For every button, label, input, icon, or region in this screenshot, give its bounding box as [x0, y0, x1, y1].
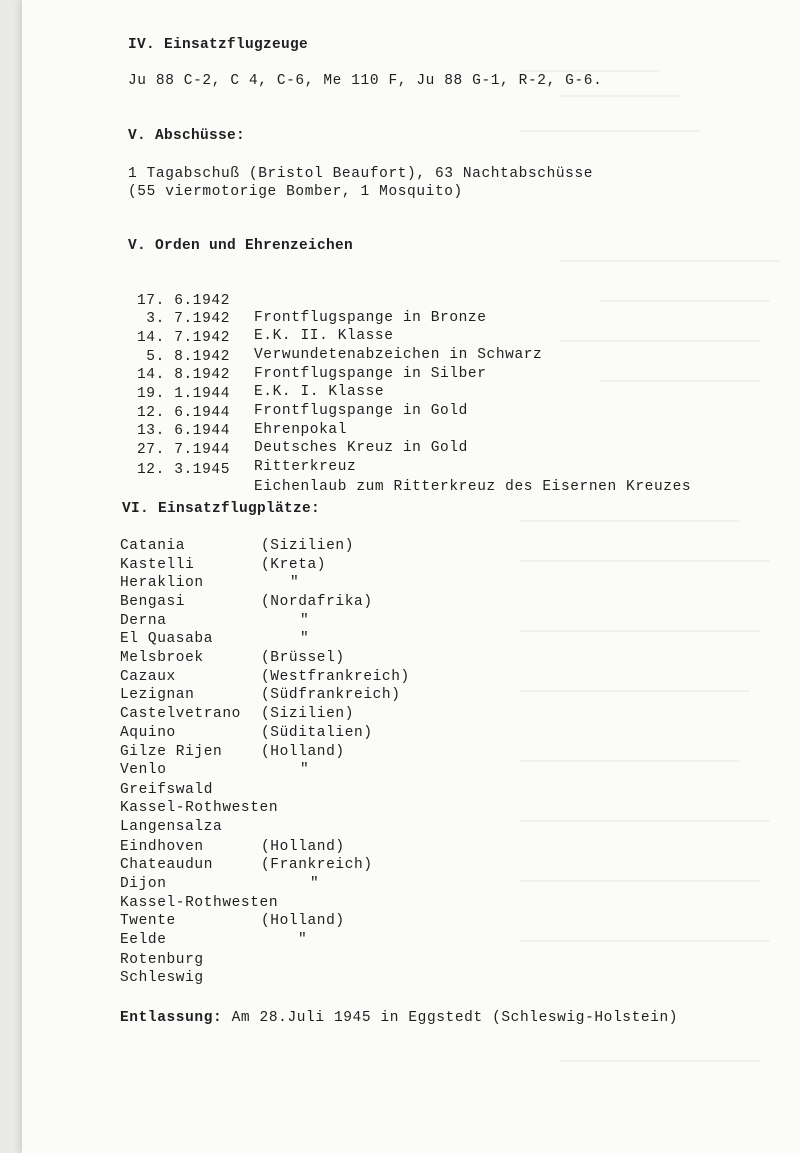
airfield-region: (Holland) — [261, 839, 345, 855]
airfield-name: Bengasi — [120, 594, 186, 610]
decoration-name: E.K. II. Klasse — [254, 328, 394, 344]
victories-line-1: 1 Tagabschuß (Bristol Beaufort), 63 Nachtabschüsse — [128, 166, 594, 182]
decoration-row — [0, 445, 800, 513]
decoration-date: 13. 6.1944 — [136, 423, 230, 439]
airfield-name: Langensalza — [120, 819, 223, 835]
airfield-region: (Sizilien) — [261, 706, 355, 722]
decoration-name: Ehrenpokal — [254, 422, 348, 438]
airfield-region: (Brüssel) — [261, 650, 345, 666]
airfield-name: Twente — [120, 913, 176, 929]
airfield-name: Greifswald — [120, 782, 214, 798]
airfield-name: El Quasaba — [120, 631, 214, 647]
airfield-name: Venlo — [120, 762, 167, 778]
airfield-region: (Westfrankreich) — [261, 669, 410, 685]
airfield-name: Derna — [120, 613, 167, 629]
decoration-date: 27. 7.1944 — [136, 442, 230, 458]
airfield-name: Aquino — [120, 725, 176, 741]
section-vi-heading: VI. Einsatzflugplätze: — [122, 501, 321, 517]
decoration-date: 12. 3.1945 — [136, 462, 230, 478]
airfield-name: Eelde — [120, 932, 167, 948]
airfield-name: Kassel-Rothwesten — [120, 800, 279, 816]
airfield-region: (Holland) — [261, 744, 345, 760]
airfield-region: (Frankreich) — [261, 857, 373, 873]
airfield-name: Schleswig — [120, 970, 204, 986]
decoration-name: Ritterkreuz — [254, 459, 357, 475]
airfield-name: Kassel-Rothwesten — [120, 895, 279, 911]
decoration-date: 14. 8.1942 — [136, 367, 230, 383]
airfield-name: Rotenburg — [120, 952, 204, 968]
aircraft-list: Ju 88 C-2, C 4, C-6, Me 110 F, Ju 88 G-1, R-2, G-6. — [128, 73, 603, 89]
decoration-name: E.K. I. Klasse — [254, 384, 385, 400]
airfield-region: (Holland) — [261, 913, 345, 929]
airfield-region: " — [310, 876, 320, 892]
airfield-region: (Sizilien) — [261, 538, 355, 554]
airfield-region: (Süditalien) — [261, 725, 373, 741]
decoration-name: Eichenlaub zum Ritterkreuz des Eisernen Kreuzes — [254, 479, 692, 495]
victories-line-2: (55 viermotorige Bomber, 1 Mosquito) — [128, 184, 463, 200]
airfield-region: " — [300, 631, 310, 647]
airfield-name: Eindhoven — [120, 839, 204, 855]
airfield-name: Catania — [120, 538, 186, 554]
section-v-orden-heading: V. Orden und Ehrenzeichen — [128, 238, 354, 254]
decoration-name: Frontflugspange in Bronze — [254, 310, 487, 326]
decoration-date: 14. 7.1942 — [136, 330, 230, 346]
airfield-name: Kastelli — [120, 557, 195, 573]
airfield-name: Dijon — [120, 876, 167, 892]
section-v-abschuesse-heading: V. Abschüsse: — [128, 128, 246, 144]
airfield-region: (Kreta) — [261, 557, 327, 573]
decoration-date: 3. 7.1942 — [146, 311, 230, 327]
airfield-name: Cazaux — [120, 669, 176, 685]
airfield-region: " — [290, 575, 300, 591]
decoration-name: Frontflugspange in Gold — [254, 403, 468, 419]
decoration-name: Deutsches Kreuz in Gold — [254, 440, 468, 456]
airfield-region: (Nordafrika) — [261, 594, 373, 610]
airfield-name: Gilze Rijen — [120, 744, 223, 760]
release-label: Entlassung: — [120, 1010, 223, 1026]
decoration-name: Frontflugspange in Silber — [254, 366, 487, 382]
decoration-name: Verwundetenabzeichen in Schwarz — [254, 347, 543, 363]
decoration-date: 5. 8.1942 — [146, 349, 230, 365]
release-line — [120, 1010, 678, 1027]
release-text: Am 28.Juli 1945 in Eggstedt (Schleswig-Holstein) — [222, 1010, 679, 1026]
airfield-name: Lezignan — [120, 687, 195, 703]
airfield-name: Chateaudun — [120, 857, 214, 873]
decoration-date: 12. 6.1944 — [136, 405, 230, 421]
airfield-region: " — [300, 613, 310, 629]
airfield-region: " — [300, 762, 310, 778]
airfield-region: (Südfrankreich) — [261, 687, 401, 703]
airfield-name: Heraklion — [120, 575, 204, 591]
decoration-date: 17. 6.1942 — [136, 293, 230, 309]
airfield-name: Melsbroek — [120, 650, 204, 666]
decoration-date: 19. 1.1944 — [136, 386, 230, 402]
airfield-name: Castelvetrano — [120, 706, 241, 722]
airfield-region: " — [298, 932, 308, 948]
section-iv-heading: IV. Einsatzflugzeuge — [128, 37, 309, 53]
